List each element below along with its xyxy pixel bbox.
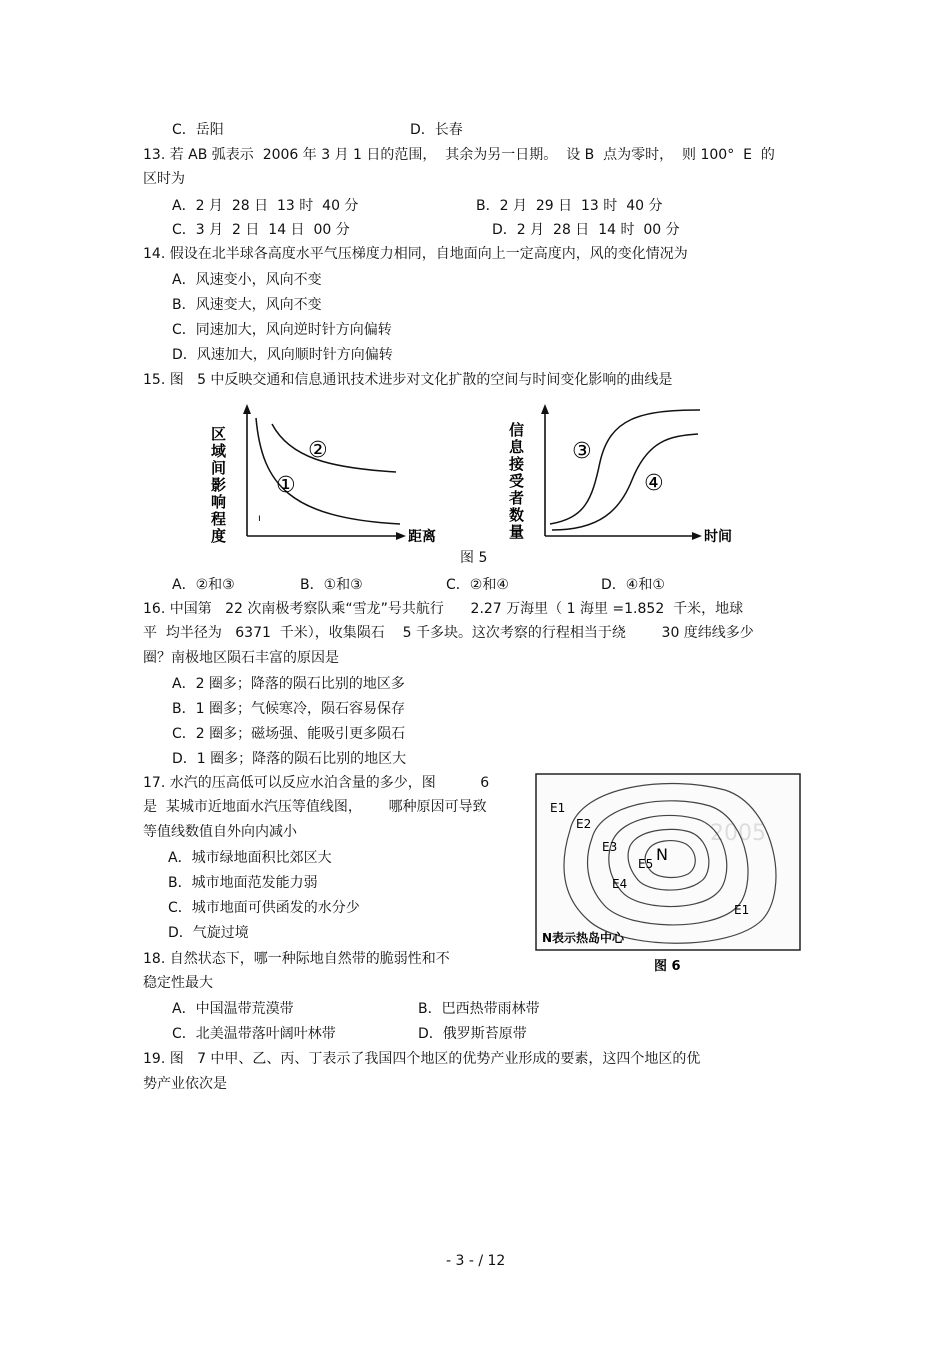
fig6-label-e4: E4 — [612, 877, 628, 891]
fig6-label-e1-right: E1 — [734, 903, 750, 917]
fig6-label-e5: E5 — [638, 857, 654, 871]
fig6-label-e2: E2 — [576, 817, 592, 831]
q17-option-a: A．城市绿地面积比郊区大 — [168, 850, 332, 866]
fig5-left-yaxis-arrow — [243, 404, 251, 414]
q16-option-b: B．1 圈多；气候寒冷，陨石容易保存 — [172, 701, 405, 717]
q16-stem-line3: 圈？南极地区陨石丰富的原因是 — [143, 650, 339, 666]
fig5-left-xaxis-arrow — [396, 532, 406, 540]
q13-option-c: C．3 月 2 日 14 日 00 分 — [172, 222, 350, 238]
fig6-caption: 图 6 — [654, 959, 681, 974]
q12-option-d: D．长春 — [410, 122, 463, 138]
fig6-label-e1-top: E1 — [550, 801, 566, 815]
fig5-caption: 图 5 — [460, 550, 488, 566]
q12-option-c: C．岳阳 — [172, 122, 224, 138]
fig5-label-3: ③ — [572, 439, 592, 464]
fig5-label-2: ② — [308, 438, 328, 463]
q17-stem-line1: 17. 水汽的压高低可以反应水泊含量的多少，图 6 — [143, 775, 490, 791]
q13-stem-line2: 区时为 — [143, 171, 185, 187]
q15-option-d: D．④和① — [601, 577, 665, 593]
q18-option-b: B．巴西热带雨林带 — [418, 1001, 540, 1017]
fig5-right-yaxis-arrow — [541, 404, 549, 414]
fig5-label-4: ④ — [644, 471, 664, 496]
fig6-legend: N表示热岛中心 — [542, 931, 625, 945]
q13-option-d: D．2 月 28 日 14 时 00 分 — [492, 222, 680, 238]
q15-stem: 15. 图 5 中反映交通和信息通讯技术进步对文化扩散的空间与时间变化影响的曲线是 — [143, 372, 673, 388]
q17-option-d: D．气旋过境 — [168, 925, 249, 941]
fig5-left-ylabel: 区域间影响程度 — [209, 426, 227, 545]
fig6-center-n: N — [656, 845, 668, 864]
figure-6 — [530, 770, 805, 980]
q17-stem-line2: 是 某城市近地面水汽压等值线图， 哪种原因可导致 — [143, 799, 487, 815]
q14-option-c: C．同速加大，风向逆时针方向偏转 — [172, 322, 392, 338]
q19-stem-line1: 19. 图 7 中甲、乙、丙、丁表示了我国四个地区的优势产业形成的要素，这四个地区的优 — [143, 1051, 701, 1067]
q14-stem: 14. 假设在北半球各高度水平气压梯度力相同，自地面向上一定高度内，风的变化情况为 — [143, 246, 688, 262]
q18-stem-line1: 18. 自然状态下，哪一种际地自然带的脆弱性和不 — [143, 951, 450, 967]
q18-option-d: D．俄罗斯苔原带 — [418, 1026, 527, 1042]
q16-option-c: C．2 圈多；磁场强、能吸引更多陨石 — [172, 726, 406, 742]
q16-option-d: D．1 圈多；降落的陨石比别的地区大 — [172, 751, 407, 767]
fig5-label-1: ① — [276, 473, 296, 498]
fig5-right-ylabel: 信息接受者数量 — [507, 422, 525, 541]
q16-stem-line2: 平 均半径为 6371 千米），收集陨石 5 千多块。这次考察的行程相当于绕 30 度纬线多少 — [143, 625, 754, 641]
q17-option-b: B．城市地面范发能力弱 — [168, 875, 318, 891]
q13-stem-line1: 13. 若 AB 弧表示 2006 年 3 月 1 日的范围， 其余为另一日期。 设 B 点为零时， 则 100° E 的 — [143, 147, 775, 163]
q18-option-a: A．中国温带荒漠带 — [172, 1001, 294, 1017]
q16-stem-line1: 16. 中国第 22 次南极考察队乘“雪龙”号共航行 2.27 万海里（ 1 海里 =1.852 千米，地球 — [143, 601, 744, 617]
q17-option-c: C．城市地面可供函发的水分少 — [168, 900, 360, 916]
fig6-label-e3: E3 — [602, 840, 618, 854]
fig5-left-chart — [209, 404, 436, 545]
q15-option-b: B．①和③ — [300, 577, 363, 593]
q16-option-a: A．2 圈多；降落的陨石比别的地区多 — [172, 676, 405, 692]
fig5-right-xlabel: 时间 — [704, 529, 732, 545]
q19-stem-line2: 势产业依次是 — [143, 1076, 227, 1092]
page-number: - 3 - / 12 — [446, 1253, 506, 1269]
fig5-right-xaxis-arrow — [692, 532, 702, 540]
fig5-curve-2 — [272, 424, 396, 472]
fig5-left-mark: ı — [258, 513, 261, 524]
q18-stem-line2: 稳定性最大 — [143, 975, 213, 991]
q13-option-a: A．2 月 28 日 13 时 40 分 — [172, 198, 359, 214]
q15-option-a: A．②和③ — [172, 577, 235, 593]
fig5-left-xlabel: 距离 — [408, 529, 436, 545]
figure-5 — [200, 400, 760, 550]
q14-option-a: A．风速变小，风向不变 — [172, 272, 322, 288]
q18-option-c: C．北美温带落叶阔叶林带 — [172, 1026, 336, 1042]
q14-option-d: D．风速加大，风向顺时针方向偏转 — [172, 347, 393, 363]
fig5-right-chart — [507, 404, 732, 545]
q17-stem-line3: 等值线数值自外向内减小 — [143, 824, 297, 840]
fig6-bg-artifact: 2005 — [710, 821, 766, 846]
q13-option-b: B．2 月 29 日 13 时 40 分 — [476, 198, 663, 214]
fig5-curve-3 — [550, 410, 700, 524]
q14-option-b: B．风速变大，风向不变 — [172, 297, 322, 313]
q15-option-c: C．②和④ — [446, 577, 509, 593]
